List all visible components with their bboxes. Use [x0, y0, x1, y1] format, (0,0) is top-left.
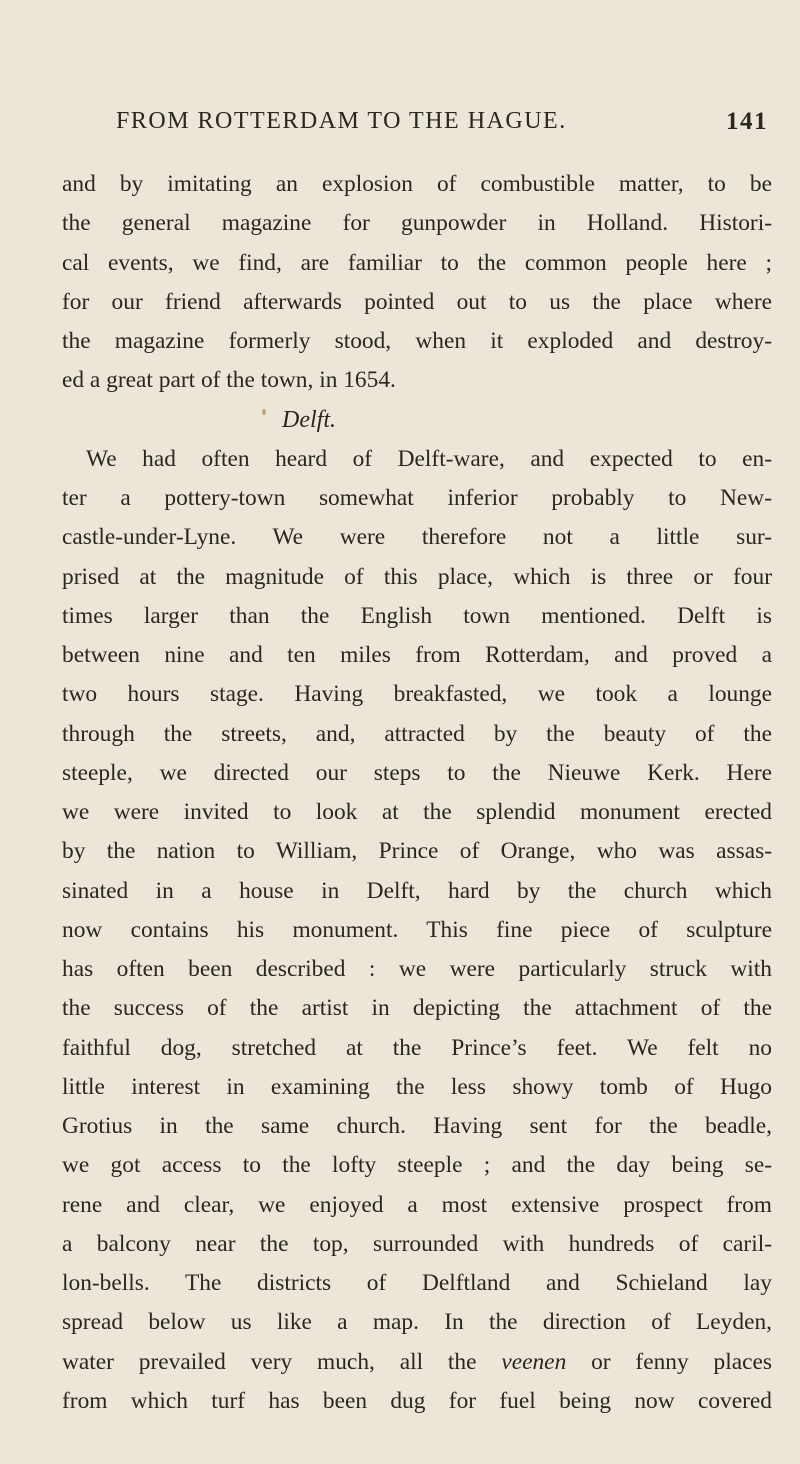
text-line: has often been described : we were particularly struck with — [62, 956, 772, 982]
text-line: sinated in a house in Delft, hard by the church which — [62, 877, 772, 904]
text-line: the general magazine for gunpowder in Holland. Histori- — [62, 210, 772, 237]
text-segment: or fenny places — [591, 1348, 772, 1375]
section-heading — [62, 401, 772, 440]
text-line: the magazine formerly stood, when it exploded and destroy- — [62, 328, 772, 354]
text-line: we were invited to look at the splendid monument erected — [62, 799, 772, 825]
text-line: a balcony near the top, surrounded with hundreds of caril- — [62, 1230, 772, 1257]
text-line: faithful dog, stretched at the Prince’s feet. We felt no — [62, 1034, 772, 1061]
page-number: 141 — [726, 108, 768, 135]
text-line: and by imitating an explosion of combustible matter, to be — [62, 171, 772, 197]
text-line: little interest in examining the less showy tomb of Hugo — [62, 1073, 772, 1100]
text-line: lon-bells. The districts of Delftland and Schieland lay — [62, 1270, 772, 1296]
paragraph-2 — [62, 440, 772, 1421]
text-line: we got access to the lofty steeple ; and the day being se- — [62, 1152, 772, 1179]
text-line: We had often heard of Delft-ware, and expected to en- — [86, 445, 772, 472]
text-line: for our friend afterwards pointed out to us the place where — [62, 288, 772, 315]
text-segment: water prevailed very much, all the — [62, 1348, 477, 1375]
text-line: through the streets, and, attracted by the beauty of the — [62, 720, 772, 747]
text-line: ter a pottery-town somewhat inferior probably to New- — [62, 485, 772, 511]
running-head — [116, 108, 768, 148]
text-line: rene and clear, we enjoyed a most extensive prospect from — [62, 1191, 772, 1218]
text-line: by the nation to William, Prince of Orange, who was assas- — [62, 838, 772, 865]
text-line: spread below us like a map. In the direction of Leyden, — [62, 1309, 772, 1336]
running-head-title: FROM ROTTERDAM TO THE HAGUE. — [116, 108, 567, 134]
paragraph-1 — [62, 165, 772, 401]
text-line: two hours stage. Having breakfasted, we took a lounge — [62, 681, 772, 708]
text-line: Grotius in the same church. Having sent for the beadle, — [62, 1113, 772, 1139]
text-line: prised at the magnitude of this place, which is three or four — [62, 563, 772, 590]
text-line: castle-under-Lyne. We were therefore not a little sur- — [62, 524, 772, 551]
body-text — [62, 165, 772, 1421]
text-line: between nine and ten miles from Rotterdam, and proved a — [62, 642, 772, 668]
text-line: cal events, we find, are familiar to the common people here ; — [62, 249, 772, 276]
italic-word: veenen — [501, 1348, 567, 1375]
text-line-with-italic — [62, 1343, 772, 1382]
section-heading-text: Delft. — [282, 406, 336, 433]
text-line: now contains his monument. This fine piece of sculpture — [62, 916, 772, 943]
text-line: steeple, we directed our steps to the Nieuwe Kerk. Here — [62, 759, 772, 786]
printer-ornament — [262, 409, 266, 415]
text-line: ed a great part of the town, in 1654. — [62, 367, 396, 394]
text-line: times larger than the English town mentioned. Delft is — [62, 602, 772, 629]
text-line: the success of the artist in depicting the attachment of the — [62, 995, 772, 1022]
text-line: from which turf has been dug for fuel being now covered — [62, 1387, 772, 1414]
